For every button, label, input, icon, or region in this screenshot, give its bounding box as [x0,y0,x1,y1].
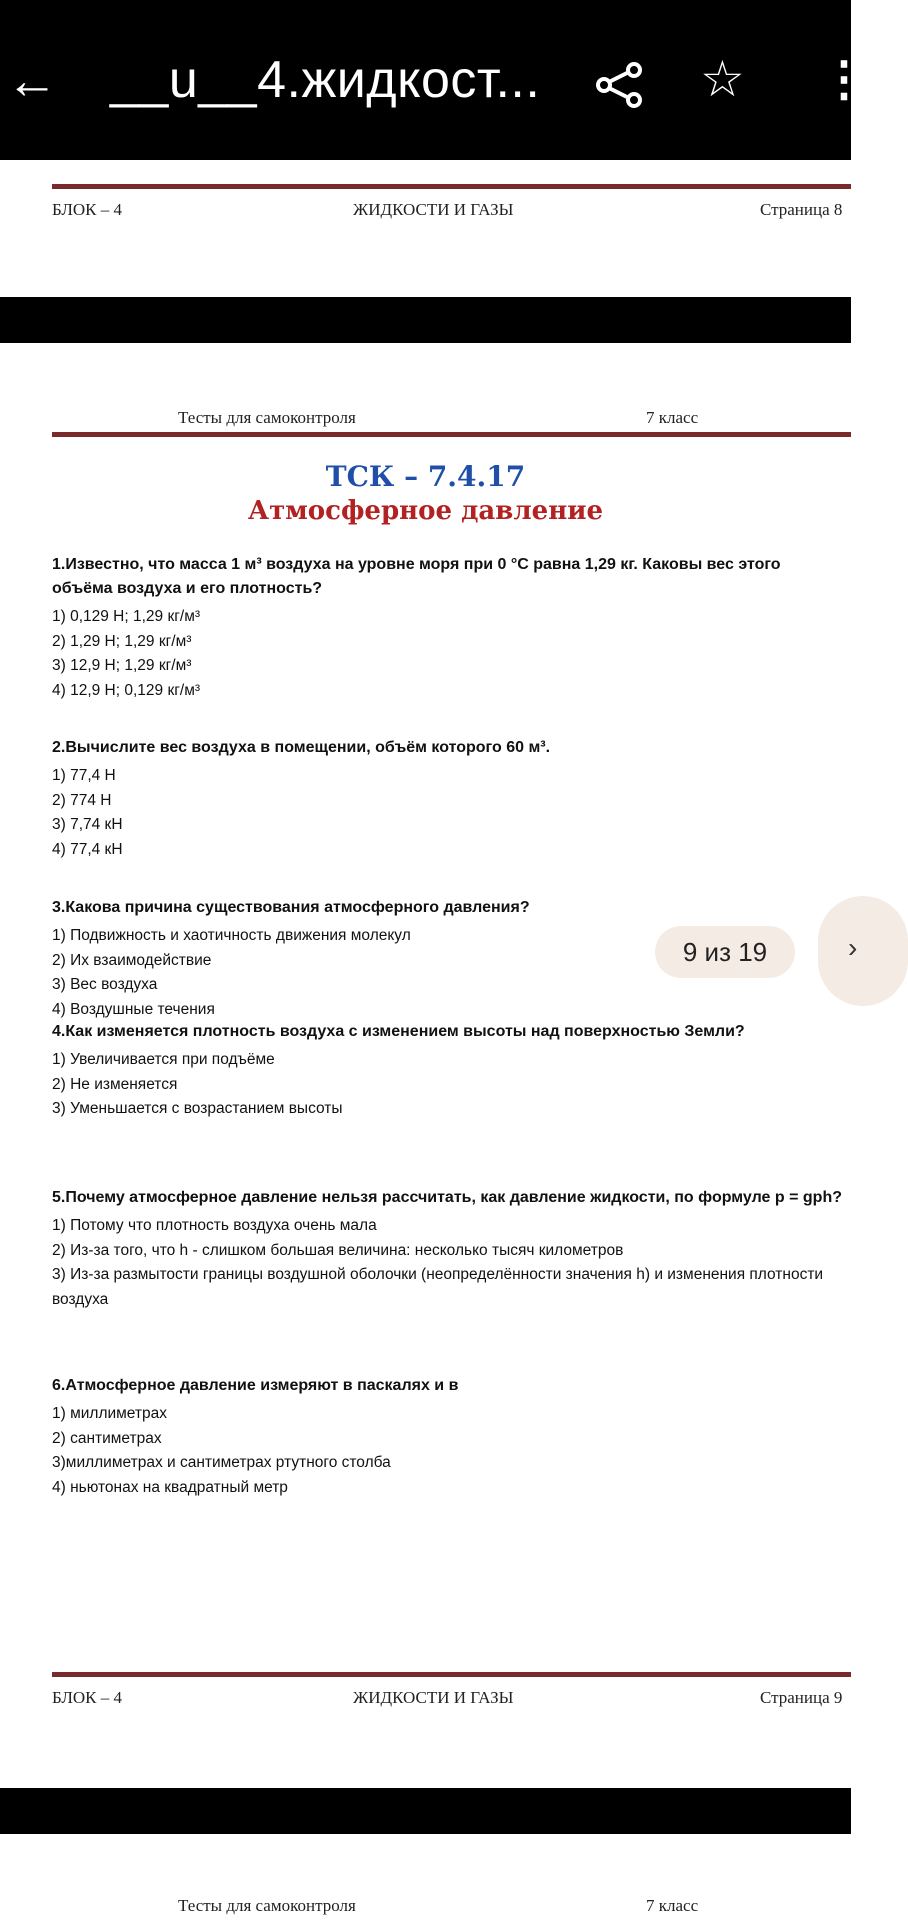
next-page-button[interactable] [818,896,908,1006]
question-6 [52,1374,842,1500]
question-5 [52,1186,842,1312]
answer-option: 4) 77,4 кН [52,840,123,858]
page-separator [0,297,851,343]
answer-option: 3) Из-за размытости границы воздушной оболочки (неопределённости значения h) и изменения плотности воздуха [52,1266,824,1308]
question-text: 6.Атмосферное давление измеряют в паскалях и в [52,1377,459,1394]
question-text: 1.Известно, что масса 1 м³ воздуха на уровне моря при 0 °С равна 1,29 кг. Каковы вес этого объёма воздуха и его плотность? [52,556,781,597]
header-block: БЛОК – 4 [52,1688,122,1707]
question-1 [52,553,842,703]
app-toolbar [0,0,868,160]
page-header-2 [0,1672,851,1792]
sub-header-title: Тесты для самоконтроля [178,1896,356,1915]
header-section: ЖИДКОСТИ И ГАЗЫ [353,1688,514,1707]
sub-header-rule [52,432,851,437]
answer-option: 1) миллиметрах [52,1405,168,1422]
sub-header-grade: 7 класс [646,1896,699,1915]
header-rule [52,1672,851,1677]
share-icon[interactable] [590,60,650,110]
star-icon[interactable]: ☆ [700,51,745,107]
answer-option: 1) Увеличивается при подъёме [52,1051,275,1068]
answer-option: 1) 0,129 Н; 1,29 кг/м³ [52,608,201,625]
answer-option: 1) 77,4 Н [52,767,116,784]
chevron-right-icon: › [848,932,858,963]
test-topic: Атмосферное давление [247,496,604,526]
sub-header-title: Тесты для самоконтроля [178,408,356,427]
answer-option: 3) Вес воздуха [52,976,158,993]
question-text: 2.Вычислите вес воздуха в помещении, объём которого 60 м³. [52,739,551,756]
header-section: ЖИДКОСТИ И ГАЗЫ [353,200,514,219]
header-page: Страница 8 [760,200,843,219]
question-text: 4.Как изменяется плотность воздуха с изменением высоты над поверхностью Земли? [52,1023,745,1040]
answer-option: 2) сантиметрах [52,1429,162,1447]
answer-option: 3)миллиметрах и сантиметрах ртутного столба [52,1454,391,1471]
answer-option: 2) Не изменяется [52,1075,178,1093]
page-separator [0,1788,851,1834]
answer-option: 4) ньютонах на квадратный метр [52,1478,288,1496]
answer-option: 4) 12,9 Н; 0,129 кг/м³ [52,681,201,699]
sub-header-grade: 7 класс [646,408,699,427]
question-text: 3.Какова причина существования атмосферного давления? [52,899,530,916]
answer-option: 3) Уменьшается с возрастанием высоты [52,1100,343,1117]
answer-option: 4) Воздушные течения [52,1000,215,1018]
page-indicator: 9 из 19 [655,926,795,978]
more-vertical-icon[interactable]: ⋮ [820,53,868,106]
header-rule [52,184,851,189]
answer-option: 2) Из-за того, что h - слишком большая величина: несколько тысяч километров [52,1241,624,1259]
header-page: Страница 9 [760,1688,843,1707]
answer-option: 3) 7,74 кН [52,816,123,833]
answer-option: 3) 12,9 Н; 1,29 кг/м³ [52,657,192,674]
answer-option: 2) 774 Н [52,791,112,809]
header-block: БЛОК – 4 [52,200,122,219]
answer-option: 2) 1,29 Н; 1,29 кг/м³ [52,632,192,650]
question-text: 5.Почему атмосферное давление нельзя рассчитать, как давление жидкости, по формуле p = gph? [52,1189,842,1206]
test-code: ТСК – 7.4.17 [325,460,526,493]
back-arrow-icon[interactable]: ← [6,52,58,110]
answer-option: 1) Потому что плотность воздуха очень мала [52,1217,377,1234]
answer-option: 2) Их взаимодействие [52,951,212,969]
document-title: __u__4.жидкост... [110,51,541,109]
answer-option: 1) Подвижность и хаотичность движения молекул [52,927,411,944]
question-2 [52,736,842,862]
question-4 [52,1020,847,1122]
page-header [0,184,851,304]
